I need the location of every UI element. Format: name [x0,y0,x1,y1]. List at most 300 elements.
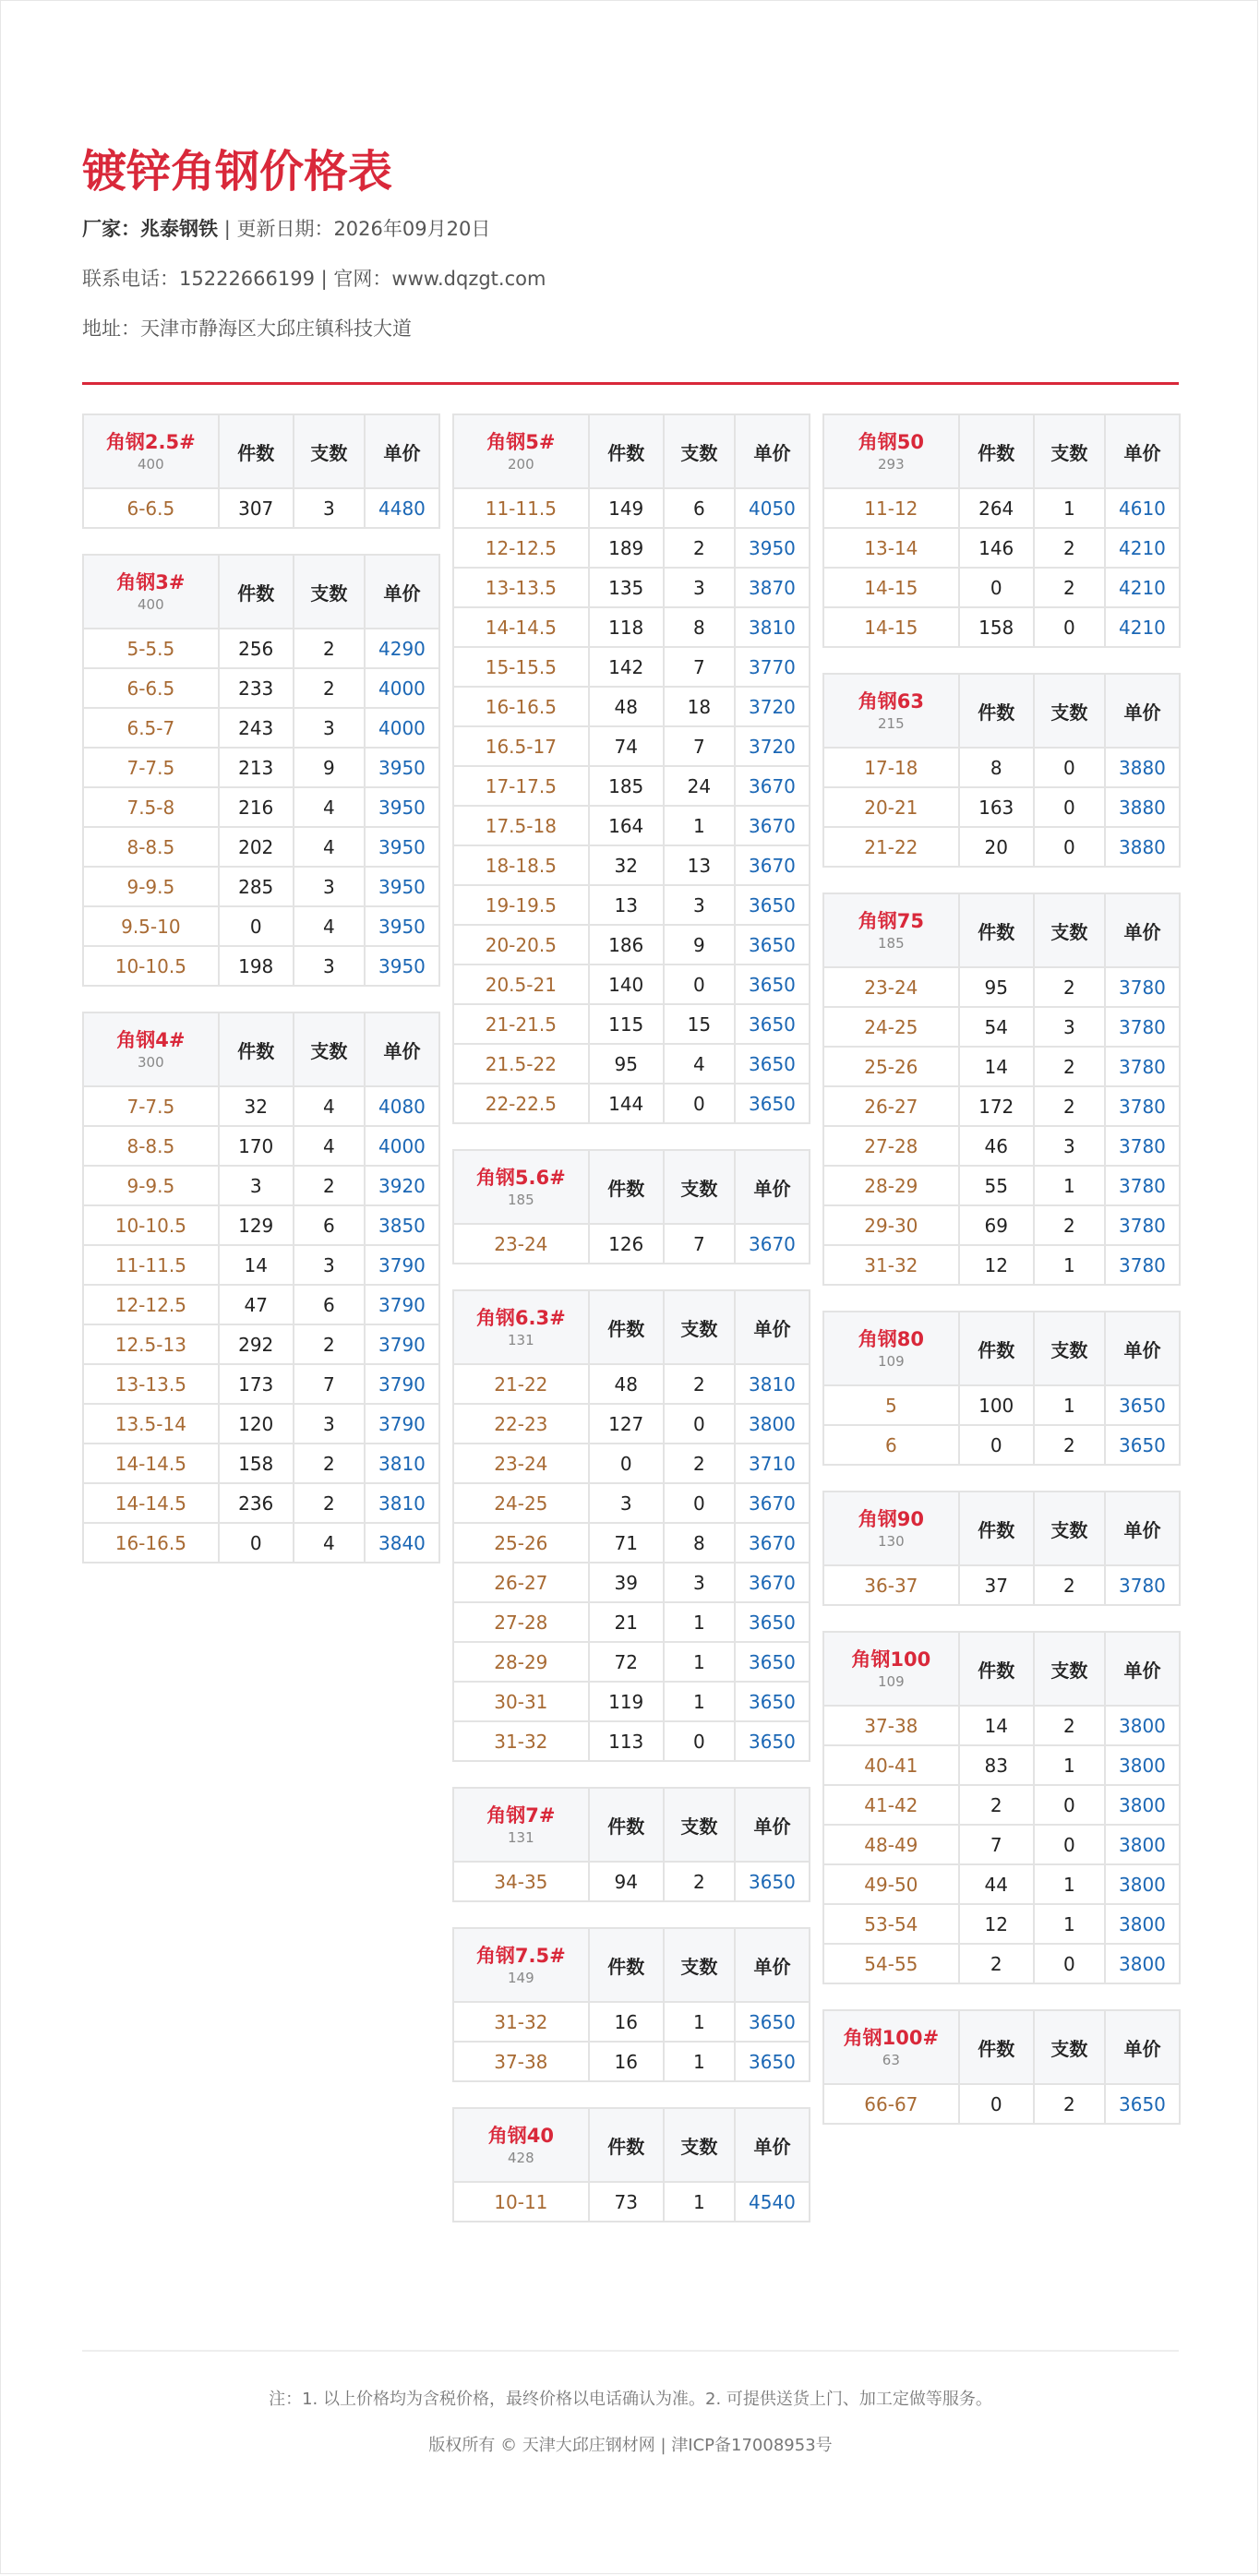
spec-header [823,674,959,748]
price-cell: 3650 [735,1004,810,1044]
pcs-cell: 1 [664,2002,735,2042]
spec-weight: 149 [508,1970,534,1986]
size-cell: 37-38 [823,1706,959,1745]
price-cell: 3650 [735,2002,810,2042]
qty-cell: 0 [219,1523,294,1563]
size-cell: 7.5-8 [83,787,219,827]
spec-name: 角钢7.5# [475,1945,566,1967]
table-row [83,906,439,946]
price-header: 单价 [365,414,439,488]
header-divider [82,382,1179,385]
qty-cell: 21 [589,1602,664,1642]
spec-name: 角钢2.5# [105,431,196,453]
pcs-cell: 0 [1034,1944,1105,1983]
size-cell: 12-12.5 [83,1285,219,1324]
price-cell: 4290 [365,629,439,668]
table-row [83,946,439,986]
size-cell: 24-25 [823,1007,959,1047]
qty-header: 件数 [589,1290,664,1364]
price-header: 单价 [735,1290,810,1364]
table-row [823,827,1180,867]
pcs-cell: 2 [1034,1086,1105,1126]
table-row [453,568,810,607]
qty-cell: 264 [959,488,1034,528]
qty-cell: 14 [959,1047,1034,1086]
table-row [453,1602,810,1642]
price-cell: 3650 [735,1721,810,1761]
table-row [83,1404,439,1444]
spec-header [823,893,959,967]
size-cell: 10-10.5 [83,1205,219,1245]
size-cell: 17-18 [823,748,959,787]
price-cell: 3800 [1105,1745,1180,1785]
table-header-row [453,1150,810,1224]
spec-name: 角钢100 [851,1648,931,1671]
qty-header: 件数 [589,1928,664,2002]
price-header: 单价 [735,1788,810,1862]
size-cell: 22-23 [453,1404,589,1444]
qty-header: 件数 [589,414,664,488]
table-header-row [823,2010,1180,2084]
qty-cell: 113 [589,1721,664,1761]
size-cell: 41-42 [823,1785,959,1825]
qty-cell: 32 [219,1086,294,1126]
price-cell: 3650 [1105,2084,1180,2124]
pcs-cell: 3 [294,1404,365,1444]
qty-cell: 119 [589,1682,664,1721]
price-cell: 3670 [735,1224,810,1264]
size-cell: 28-29 [453,1642,589,1682]
size-cell: 6-6.5 [83,668,219,708]
qty-cell: 71 [589,1523,664,1563]
size-cell: 66-67 [823,2084,959,2124]
pcs-cell: 4 [664,1044,735,1084]
price-cell: 3950 [365,827,439,867]
pcs-cell: 0 [664,965,735,1004]
size-cell: 13-13.5 [453,568,589,607]
price-cell: 3790 [365,1245,439,1285]
spec-weight: 185 [508,1192,534,1208]
pcs-cell: 1 [664,2042,735,2081]
pcs-cell: 2 [1034,1205,1105,1245]
spec-name: 角钢75 [858,910,924,932]
pcs-cell: 9 [294,748,365,787]
qty-cell: 185 [589,766,664,806]
price-table [452,1289,810,1762]
pcs-cell: 0 [1034,827,1105,867]
table-row [453,965,810,1004]
table-row [453,488,810,528]
pcs-cell: 3 [1034,1126,1105,1166]
size-cell: 9-9.5 [83,1166,219,1205]
qty-header: 件数 [589,2108,664,2182]
pcs-cell: 2 [294,1166,365,1205]
table-row [83,668,439,708]
price-cell: 4000 [365,668,439,708]
price-cell: 3880 [1105,787,1180,827]
pcs-cell: 7 [664,726,735,766]
table-row [823,748,1180,787]
pcs-header: 支数 [1034,674,1105,748]
table-row [823,1904,1180,1944]
spec-weight: 185 [878,935,905,952]
size-cell: 17-17.5 [453,766,589,806]
pcs-header: 支数 [1034,893,1105,967]
qty-cell: 83 [959,1745,1034,1785]
spec-weight: 200 [508,456,534,473]
size-cell: 13-13.5 [83,1364,219,1404]
table-row [453,885,810,925]
spec-weight: 300 [138,1054,164,1071]
price-cell: 3770 [735,647,810,687]
size-cell: 16.5-17 [453,726,589,766]
qty-cell: 173 [219,1364,294,1404]
qty-cell: 46 [959,1126,1034,1166]
size-cell: 30-31 [453,1682,589,1721]
update-date: | 更新日期：2026年09月20日 [223,218,491,240]
pcs-cell: 1 [1034,1864,1105,1904]
table-row [823,1166,1180,1205]
qty-header: 件数 [219,1012,294,1086]
qty-cell: 233 [219,668,294,708]
qty-cell: 118 [589,607,664,647]
spec-weight: 109 [878,1673,905,1690]
price-cell: 3790 [365,1285,439,1324]
table-header-row [823,893,1180,967]
qty-cell: 0 [589,1444,664,1483]
qty-cell: 20 [959,827,1034,867]
size-cell: 14-14.5 [83,1444,219,1483]
spec-name: 角钢80 [858,1328,924,1350]
spec-header [453,1928,589,2002]
table-row [823,1425,1180,1465]
spec-header [453,2108,589,2182]
pcs-header: 支数 [664,1928,735,2002]
table-row [453,607,810,647]
pcs-header: 支数 [294,555,365,629]
price-header: 单价 [735,2108,810,2182]
qty-cell: 243 [219,708,294,748]
price-cell: 3800 [735,1404,810,1444]
price-table [452,1149,810,1264]
pcs-cell: 24 [664,766,735,806]
price-header: 单价 [1105,414,1180,488]
size-cell: 54-55 [823,1944,959,1983]
pcs-cell: 2 [664,528,735,568]
size-cell: 36-37 [823,1565,959,1605]
qty-cell: 0 [959,568,1034,607]
qty-cell: 292 [219,1324,294,1364]
qty-cell: 12 [959,1904,1034,1944]
price-cell: 3780 [1105,1205,1180,1245]
spec-name: 角钢50 [858,431,924,453]
spec-name: 角钢5# [486,431,556,453]
size-cell: 23-24 [453,1444,589,1483]
price-header: 单价 [1105,1312,1180,1385]
size-cell: 31-32 [823,1245,959,1285]
table-row [453,1483,810,1523]
pcs-header: 支数 [664,1150,735,1224]
size-cell: 26-27 [453,1563,589,1602]
table-row [453,2182,810,2222]
table-header-row [453,2108,810,2182]
spec-name: 角钢6.3# [475,1307,566,1329]
table-row [823,1086,1180,1126]
size-cell: 37-38 [453,2042,589,2081]
spec-weight: 400 [138,596,164,613]
table-row [453,806,810,845]
size-cell: 8-8.5 [83,1126,219,1166]
pcs-cell: 2 [294,668,365,708]
qty-cell: 54 [959,1007,1034,1047]
pcs-header: 支数 [664,2108,735,2182]
price-table [822,1491,1181,1606]
spec-header [83,414,219,488]
footer-divider [82,2350,1179,2352]
table-row [823,2084,1180,2124]
price-cell: 3650 [735,2042,810,2081]
qty-cell: 142 [589,647,664,687]
price-cell: 3950 [365,748,439,787]
qty-cell: 95 [959,967,1034,1007]
table-row [453,925,810,965]
price-cell: 3720 [735,687,810,726]
price-cell: 4000 [365,708,439,748]
table-row [453,1523,810,1563]
price-cell: 3810 [735,607,810,647]
price-cell: 3800 [1105,1864,1180,1904]
size-cell: 21-22 [453,1364,589,1404]
pcs-cell: 13 [664,845,735,885]
price-cell: 3950 [365,867,439,906]
price-cell: 3780 [1105,1565,1180,1605]
price-cell: 3670 [735,806,810,845]
spec-name: 角钢4# [116,1029,186,1051]
table-row [83,1166,439,1205]
price-header: 单价 [365,1012,439,1086]
pcs-cell: 1 [664,1602,735,1642]
pcs-cell: 1 [1034,488,1105,528]
pcs-cell: 1 [664,1642,735,1682]
qty-cell: 170 [219,1126,294,1166]
qty-cell: 72 [589,1642,664,1682]
price-cell: 3650 [735,1862,810,1901]
qty-cell: 73 [589,2182,664,2222]
size-cell: 53-54 [823,1904,959,1944]
price-header: 单价 [735,414,810,488]
spec-weight: 109 [878,1353,905,1370]
pcs-cell: 6 [664,488,735,528]
price-cell: 3800 [1105,1825,1180,1864]
qty-cell: 140 [589,965,664,1004]
spec-name: 角钢5.6# [475,1167,566,1189]
price-cell: 3950 [365,787,439,827]
spec-weight: 130 [878,1533,905,1550]
pcs-cell: 2 [1034,1047,1105,1086]
pcs-cell: 2 [664,1862,735,1901]
size-cell: 8-8.5 [83,827,219,867]
price-cell: 3780 [1105,1245,1180,1285]
qty-cell: 158 [959,607,1034,647]
table-row [823,1126,1180,1166]
price-cell: 3800 [1105,1904,1180,1944]
spec-name: 角钢40 [487,2125,554,2147]
table-row [823,1785,1180,1825]
qty-cell: 126 [589,1224,664,1264]
qty-cell: 16 [589,2002,664,2042]
price-cell: 3810 [365,1483,439,1523]
price-cell: 3780 [1105,1047,1180,1086]
table-row [453,1084,810,1123]
pcs-cell: 7 [294,1364,365,1404]
qty-cell: 48 [589,1364,664,1404]
qty-cell: 0 [959,1425,1034,1465]
pcs-cell: 0 [1034,607,1105,647]
spec-name: 角钢90 [858,1508,924,1530]
pcs-cell: 2 [294,1444,365,1483]
size-cell: 9.5-10 [83,906,219,946]
table-header-row [83,1012,439,1086]
qty-cell: 213 [219,748,294,787]
price-cell: 3810 [735,1364,810,1404]
qty-cell: 129 [219,1205,294,1245]
spec-header [453,1788,589,1862]
spec-header [823,1312,959,1385]
table-row [83,1086,439,1126]
pcs-header: 支数 [664,414,735,488]
qty-header: 件数 [959,414,1034,488]
pcs-cell: 0 [1034,1785,1105,1825]
table-header-row [83,555,439,629]
table-row [453,1682,810,1721]
size-cell: 25-26 [453,1523,589,1563]
price-table [822,2009,1181,2125]
pcs-cell: 3 [294,708,365,748]
pcs-cell: 6 [294,1285,365,1324]
size-cell: 24-25 [453,1483,589,1523]
pcs-cell: 4 [294,906,365,946]
qty-cell: 8 [959,748,1034,787]
size-cell: 31-32 [453,1721,589,1761]
price-table [452,1787,810,1902]
spec-header [823,414,959,488]
size-cell: 26-27 [823,1086,959,1126]
qty-cell: 37 [959,1565,1034,1605]
pcs-cell: 0 [664,1483,735,1523]
footer-note: 注：1. 以上价格均为含税价格，最终价格以电话确认为准。2. 可提供送货上门、加工定做等服务。 [269,2390,992,2409]
spec-weight: 131 [508,1829,534,1846]
table-header-row [823,674,1180,748]
size-cell: 19-19.5 [453,885,589,925]
pcs-cell: 1 [1034,1166,1105,1205]
size-cell: 23-24 [453,1224,589,1264]
size-cell: 11-11.5 [83,1245,219,1285]
price-table [822,413,1181,648]
price-cell: 3870 [735,568,810,607]
price-cell: 3920 [365,1166,439,1205]
spec-header [823,1492,959,1565]
pcs-cell: 0 [664,1404,735,1444]
size-cell: 13-14 [823,528,959,568]
spec-name: 角钢100# [843,2027,940,2049]
table-row [823,967,1180,1007]
table-row [453,1642,810,1682]
price-header: 单价 [1105,1492,1180,1565]
pcs-cell: 7 [664,647,735,687]
table-column-3 [822,413,1181,2150]
qty-cell: 172 [959,1086,1034,1126]
table-header-row [453,414,810,488]
size-cell: 6.5-7 [83,708,219,748]
price-cell: 3650 [735,1084,810,1123]
contact-line: 联系电话：15222666199 | 官网：www.dqzgt.com [82,268,546,290]
size-cell: 21-21.5 [453,1004,589,1044]
qty-cell: 163 [959,787,1034,827]
price-cell: 3780 [1105,1007,1180,1047]
price-cell: 3790 [365,1364,439,1404]
pcs-cell: 4 [294,827,365,867]
price-cell: 4210 [1105,568,1180,607]
size-cell: 11-11.5 [453,488,589,528]
table-row [83,1126,439,1166]
table-row [453,2042,810,2081]
price-cell: 3780 [1105,1126,1180,1166]
page-title: 镀锌角钢价格表 [82,146,393,198]
qty-cell: 14 [959,1706,1034,1745]
price-cell: 4080 [365,1086,439,1126]
qty-cell: 236 [219,1483,294,1523]
table-row [823,1745,1180,1785]
pcs-cell: 1 [1034,1385,1105,1425]
table-row [453,1404,810,1444]
size-cell: 20.5-21 [453,965,589,1004]
price-header: 单价 [1105,674,1180,748]
pcs-cell: 1 [1034,1745,1105,1785]
pcs-cell: 2 [664,1444,735,1483]
qty-header: 件数 [959,674,1034,748]
qty-cell: 55 [959,1166,1034,1205]
pcs-cell: 2 [1034,568,1105,607]
pcs-cell: 2 [1034,2084,1105,2124]
table-header-row [83,414,439,488]
pcs-cell: 1 [664,2182,735,2222]
table-row [823,1385,1180,1425]
price-cell: 3720 [735,726,810,766]
table-row [453,1004,810,1044]
table-row [823,1565,1180,1605]
pcs-header: 支数 [1034,1492,1105,1565]
size-cell: 12.5-13 [83,1324,219,1364]
price-cell: 3780 [1105,967,1180,1007]
pcs-cell: 2 [294,629,365,668]
table-row [823,1205,1180,1245]
price-cell: 3650 [1105,1385,1180,1425]
price-cell: 3650 [735,925,810,965]
price-cell: 3850 [365,1205,439,1245]
price-header: 单价 [735,1928,810,2002]
qty-cell: 3 [219,1166,294,1205]
size-cell: 16-16.5 [83,1523,219,1563]
spec-weight: 63 [882,2052,900,2068]
qty-cell: 2 [959,1785,1034,1825]
size-cell: 23-24 [823,967,959,1007]
qty-cell: 164 [589,806,664,845]
pcs-cell: 0 [1034,787,1105,827]
table-row [453,726,810,766]
qty-cell: 307 [219,488,294,528]
qty-cell: 186 [589,925,664,965]
size-cell: 15-15.5 [453,647,589,687]
